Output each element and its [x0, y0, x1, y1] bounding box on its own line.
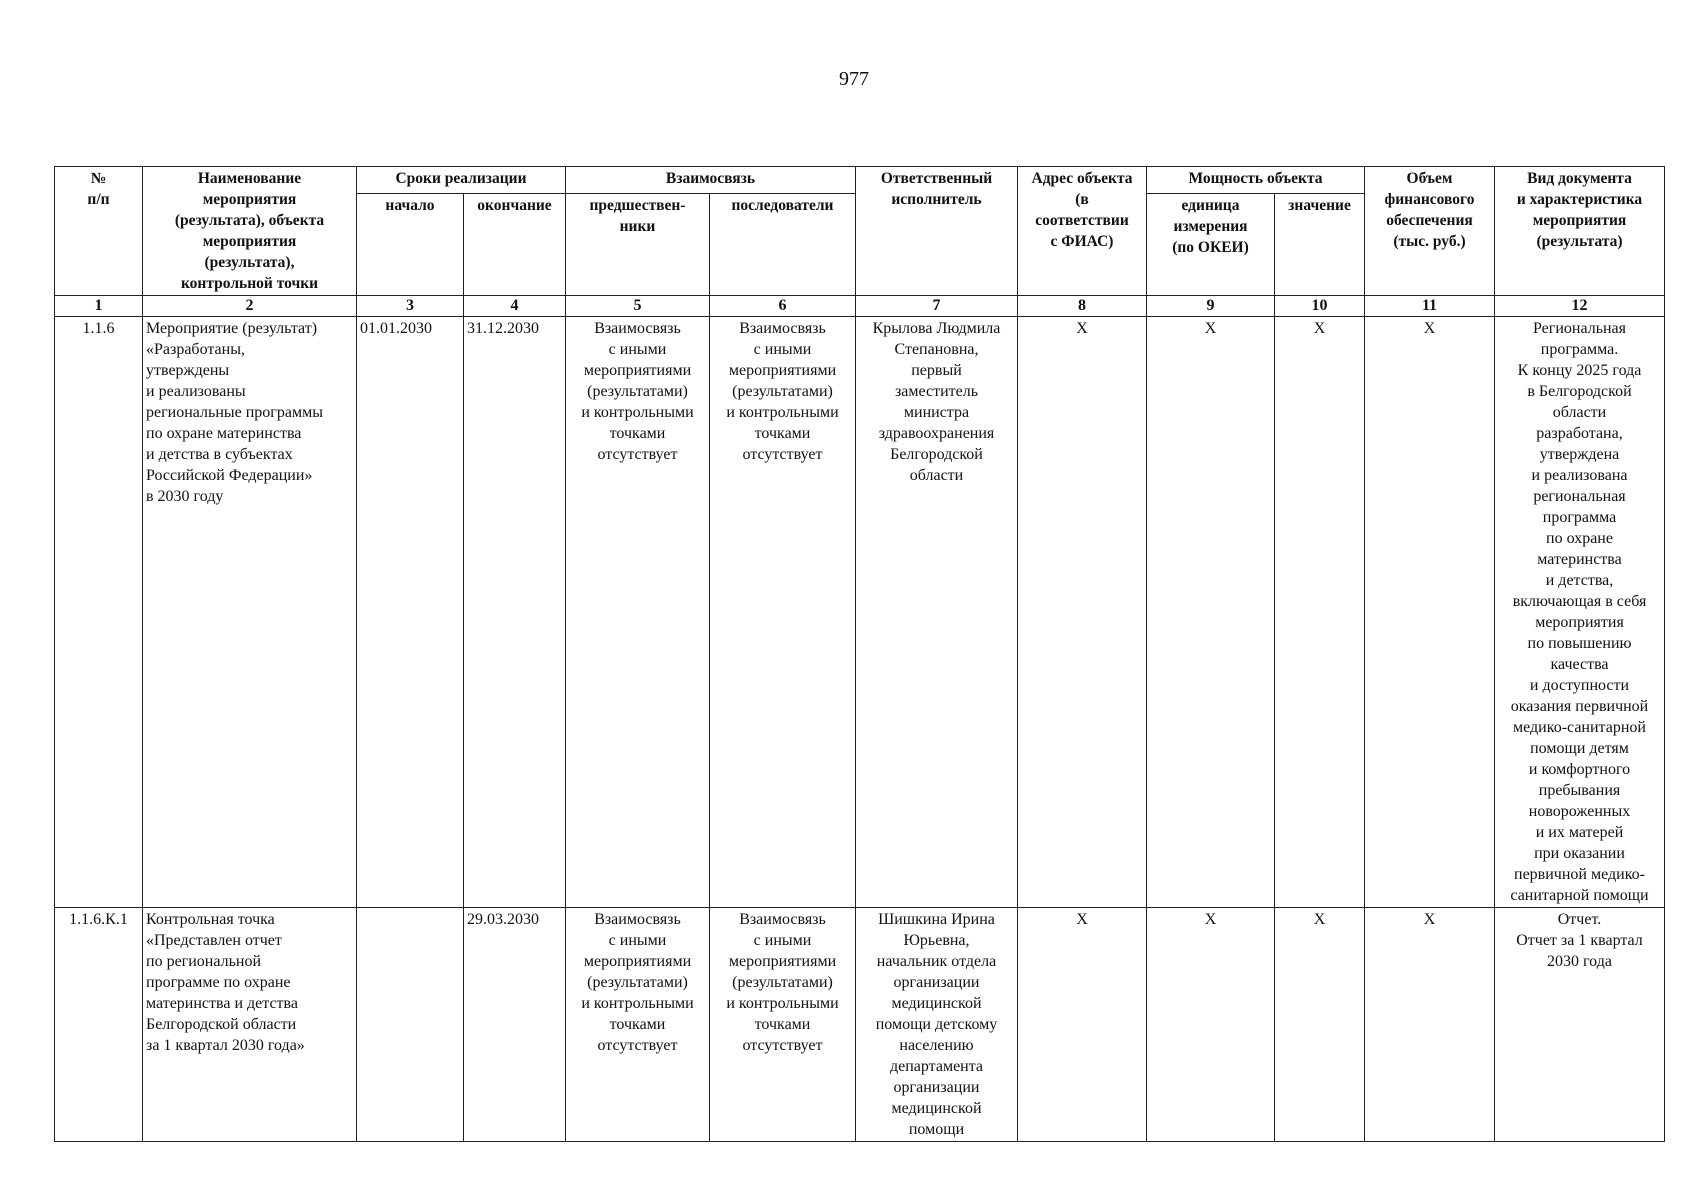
row-end-date: 29.03.2030	[464, 908, 566, 1142]
column-numbers-row	[55, 296, 1665, 317]
row-responsible: Крылова Людмила Степановна, первый заместитель министра здравоохранения Белгородской области	[856, 317, 1018, 908]
header-num: № п/п	[55, 167, 143, 296]
header-capacity-value: значение	[1275, 194, 1365, 296]
row-end-date: 31.12.2030	[464, 317, 566, 908]
row-responsible: Шишкина Ирина Юрьевна, начальник отдела организации медицинской помощи детскому населению департамента организации медицинской помощи	[856, 908, 1018, 1142]
column-number: 11	[1365, 296, 1495, 317]
column-number: 6	[710, 296, 856, 317]
table-row	[55, 908, 1665, 1142]
implementation-plan-table	[54, 166, 1665, 1142]
row-document: Отчет. Отчет за 1 квартал 2030 года	[1495, 908, 1665, 1142]
header-doc: Вид документа и характеристика мероприятия (результата)	[1495, 167, 1665, 296]
header-period-end: окончание	[464, 194, 566, 296]
row-capacity-value: Х	[1275, 317, 1365, 908]
row-predecessors: Взаимосвязь с иными мероприятиями (результатами) и контрольными точками отсутствует	[566, 908, 710, 1142]
column-number: 12	[1495, 296, 1665, 317]
header-row-1	[55, 167, 1665, 194]
row-finance: Х	[1365, 317, 1495, 908]
header-link: Взаимосвязь	[566, 167, 856, 194]
row-capacity-unit: Х	[1147, 317, 1275, 908]
column-number: 8	[1018, 296, 1147, 317]
column-number: 4	[464, 296, 566, 317]
row-num: 1.1.6	[55, 317, 143, 908]
row-finance: Х	[1365, 908, 1495, 1142]
row-address: Х	[1018, 317, 1147, 908]
row-start-date: 01.01.2030	[357, 317, 464, 908]
column-number: 9	[1147, 296, 1275, 317]
header-link-pred: предшествен- ники	[566, 194, 710, 296]
header-period-start: начало	[357, 194, 464, 296]
row-predecessors: Взаимосвязь с иными мероприятиями (результатами) и контрольными точками отсутствует	[566, 317, 710, 908]
header-capacity-unit: единица измерения (по ОКЕИ)	[1147, 194, 1275, 296]
column-number: 5	[566, 296, 710, 317]
row-address: Х	[1018, 908, 1147, 1142]
row-name: Мероприятие (результат) «Разработаны, утверждены и реализованы региональные программы по охране материнства и детства в субъектах Российской Федерации» в 2030 году	[143, 317, 357, 908]
header-capacity: Мощность объекта	[1147, 167, 1365, 194]
row-num: 1.1.6.К.1	[55, 908, 143, 1142]
row-successors: Взаимосвязь с иными мероприятиями (результатами) и контрольными точками отсутствует	[710, 317, 856, 908]
row-capacity-unit: Х	[1147, 908, 1275, 1142]
page-number: 977	[839, 68, 869, 90]
row-capacity-value: Х	[1275, 908, 1365, 1142]
header-link-succ: последователи	[710, 194, 856, 296]
table-row	[55, 317, 1665, 908]
header-name: Наименование мероприятия (результата), объекта мероприятия (результата), контрольной точки	[143, 167, 357, 296]
row-successors: Взаимосвязь с иными мероприятиями (результатами) и контрольными точками отсутствует	[710, 908, 856, 1142]
header-finance: Объем финансового обеспечения (тыс. руб.)	[1365, 167, 1495, 296]
row-start-date	[357, 908, 464, 1142]
header-responsible: Ответственный исполнитель	[856, 167, 1018, 296]
column-number: 3	[357, 296, 464, 317]
column-number: 7	[856, 296, 1018, 317]
column-number: 10	[1275, 296, 1365, 317]
header-period: Сроки реализации	[357, 167, 566, 194]
row-document: Региональная программа. К концу 2025 года в Белгородской области разработана, утверждена и реализована региональная программа по охране материнства и детства, включающая в себя мероприятия по повышению качества и доступности оказания первичной медико-санитарной помощи детям и комфортного пребывания новороженных и их матерей при оказании первичной медико- санитарной помощи	[1495, 317, 1665, 908]
column-number: 2	[143, 296, 357, 317]
column-number: 1	[55, 296, 143, 317]
header-address: Адрес объекта (в соответствии с ФИАС)	[1018, 167, 1147, 296]
row-name: Контрольная точка «Представлен отчет по региональной программе по охране материнства и детства Белгородской области за 1 квартал 2030 года»	[143, 908, 357, 1142]
